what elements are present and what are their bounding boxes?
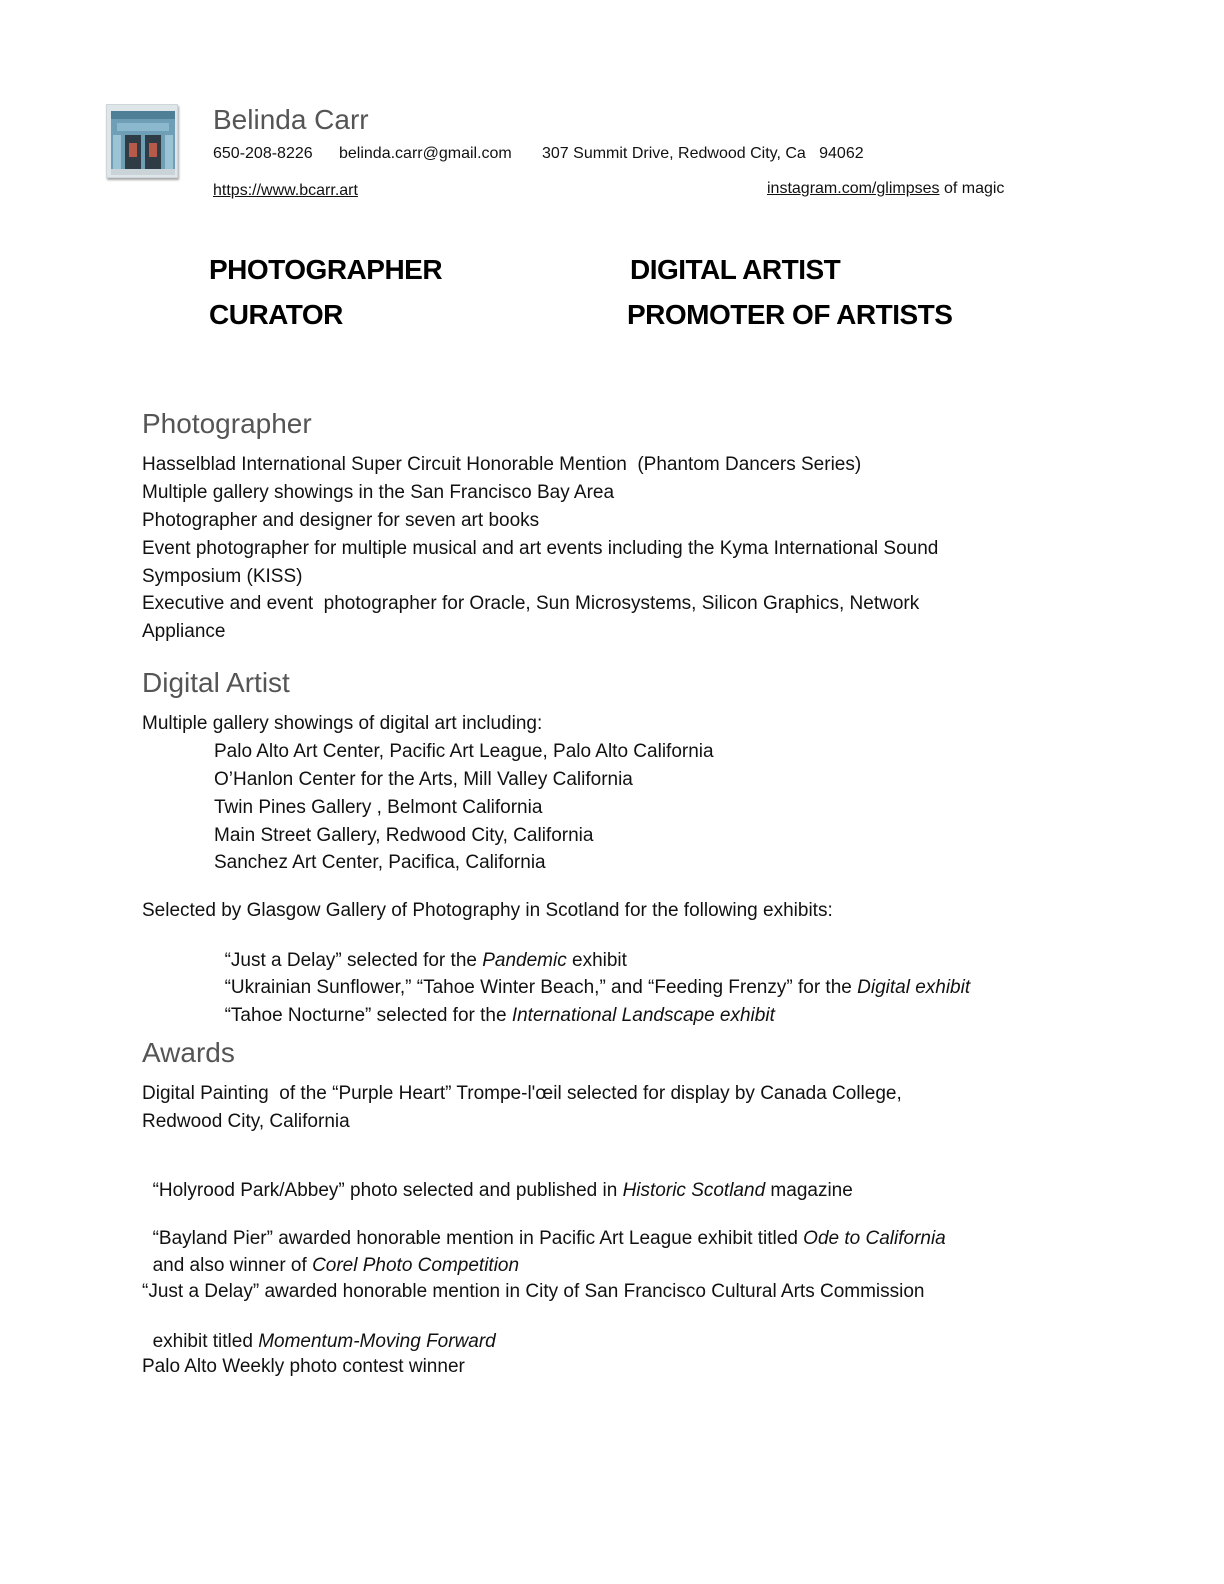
- glasgow-exhibit-text: exhibit: [566, 950, 627, 971]
- award-line: [142, 1158, 853, 1202]
- digital-artist-intro: Multiple gallery showings of digital art including:: [142, 713, 543, 734]
- photographer-line: Event photographer for multiple musical and art events including the Kyma International Sound: [142, 538, 939, 559]
- website-link[interactable]: https://www.bcarr.art: [213, 182, 358, 199]
- email-address: belinda.carr@gmail.com: [339, 145, 512, 162]
- person-name: Belinda Carr: [213, 104, 369, 135]
- title-curator: CURATOR: [209, 299, 343, 330]
- instagram-suffix: of magic: [939, 180, 1005, 197]
- glasgow-exhibit: [214, 983, 775, 1027]
- award-text: “Holyrood Park/Abbey” photo selected and published in: [152, 1180, 623, 1201]
- photographer-line: Photographer and designer for seven art books: [142, 510, 540, 531]
- gallery-item: Palo Alto Art Center, Pacific Art League, Palo Alto California: [214, 741, 714, 762]
- gallery-item: Main Street Gallery, Redwood City, California: [214, 825, 594, 846]
- award-line: Digital Painting of the “Purple Heart” Trompe-l'œil selected for display by Canada College,: [142, 1083, 902, 1104]
- award-text: magazine: [765, 1180, 853, 1201]
- gallery-item: Twin Pines Gallery , Belmont California: [214, 797, 543, 818]
- section-heading-photographer: Photographer: [142, 408, 312, 439]
- phone-number: 650-208-8226: [213, 145, 313, 162]
- gallery-item: Sanchez Art Center, Pacifica, California: [214, 852, 546, 873]
- award-line: Redwood City, California: [142, 1111, 350, 1132]
- title-digital-artist: DIGITAL ARTIST: [630, 254, 841, 285]
- storefront-logo: [106, 104, 178, 178]
- website-row: [213, 180, 358, 200]
- section-heading-digital-artist: Digital Artist: [142, 667, 290, 698]
- section-heading-awards: Awards: [142, 1037, 235, 1068]
- award-line: Palo Alto Weekly photo contest winner: [142, 1356, 465, 1377]
- award-text: exhibit titled: [152, 1331, 259, 1352]
- glasgow-exhibit-title: Digital exhibit: [857, 977, 971, 998]
- award-publication: Historic Scotland: [622, 1180, 766, 1201]
- award-exhibit-title: Ode to California: [803, 1228, 946, 1249]
- instagram-link[interactable]: instagram.com/glimpses: [767, 180, 940, 197]
- photographer-line: Appliance: [142, 621, 226, 642]
- award-line: [142, 1309, 496, 1353]
- photographer-line: Hasselblad International Super Circuit Honorable Mention (Phantom Dancers Series): [142, 454, 862, 475]
- award-exhibit-title: Momentum-Moving Forward: [258, 1331, 496, 1352]
- award-text: “Bayland Pier” awarded honorable mention in Pacific Art League exhibit titled: [152, 1228, 804, 1249]
- glasgow-exhibit-text: “Ukrainian Sunflower,” “Tahoe Winter Beach,” and “Feeding Frenzy” for the: [224, 977, 858, 998]
- photographer-line: Symposium (KISS): [142, 566, 303, 587]
- glasgow-intro: Selected by Glasgow Gallery of Photography in Scotland for the following exhibits:: [142, 900, 833, 921]
- gallery-item: O’Hanlon Center for the Arts, Mill Valley California: [214, 769, 633, 790]
- award-line: “Just a Delay” awarded honorable mention in City of San Francisco Cultural Arts Commission: [142, 1281, 925, 1302]
- award-competition: Corel Photo Competition: [312, 1255, 520, 1276]
- glasgow-exhibit-title: Pandemic: [482, 950, 567, 971]
- award-text: and also winner of: [152, 1255, 313, 1276]
- glasgow-exhibit-title: International Landscape exhibit: [511, 1005, 775, 1026]
- photographer-line: Executive and event photographer for Oracle, Sun Microsystems, Silicon Graphics, Network: [142, 593, 920, 614]
- photographer-line: Multiple gallery showings in the San Francisco Bay Area: [142, 482, 615, 503]
- storefront-logo-art: [107, 105, 178, 178]
- title-promoter: PROMOTER OF ARTISTS: [627, 299, 953, 330]
- award-line: [142, 1233, 519, 1277]
- glasgow-exhibit-text: “Just a Delay” selected for the: [224, 950, 483, 971]
- instagram-row: [767, 180, 1004, 198]
- glasgow-exhibit-text: “Tahoe Nocturne” selected for the: [224, 1005, 512, 1026]
- postal-address: 307 Summit Drive, Redwood City, Ca 94062: [542, 145, 864, 162]
- title-photographer: PHOTOGRAPHER: [209, 254, 443, 285]
